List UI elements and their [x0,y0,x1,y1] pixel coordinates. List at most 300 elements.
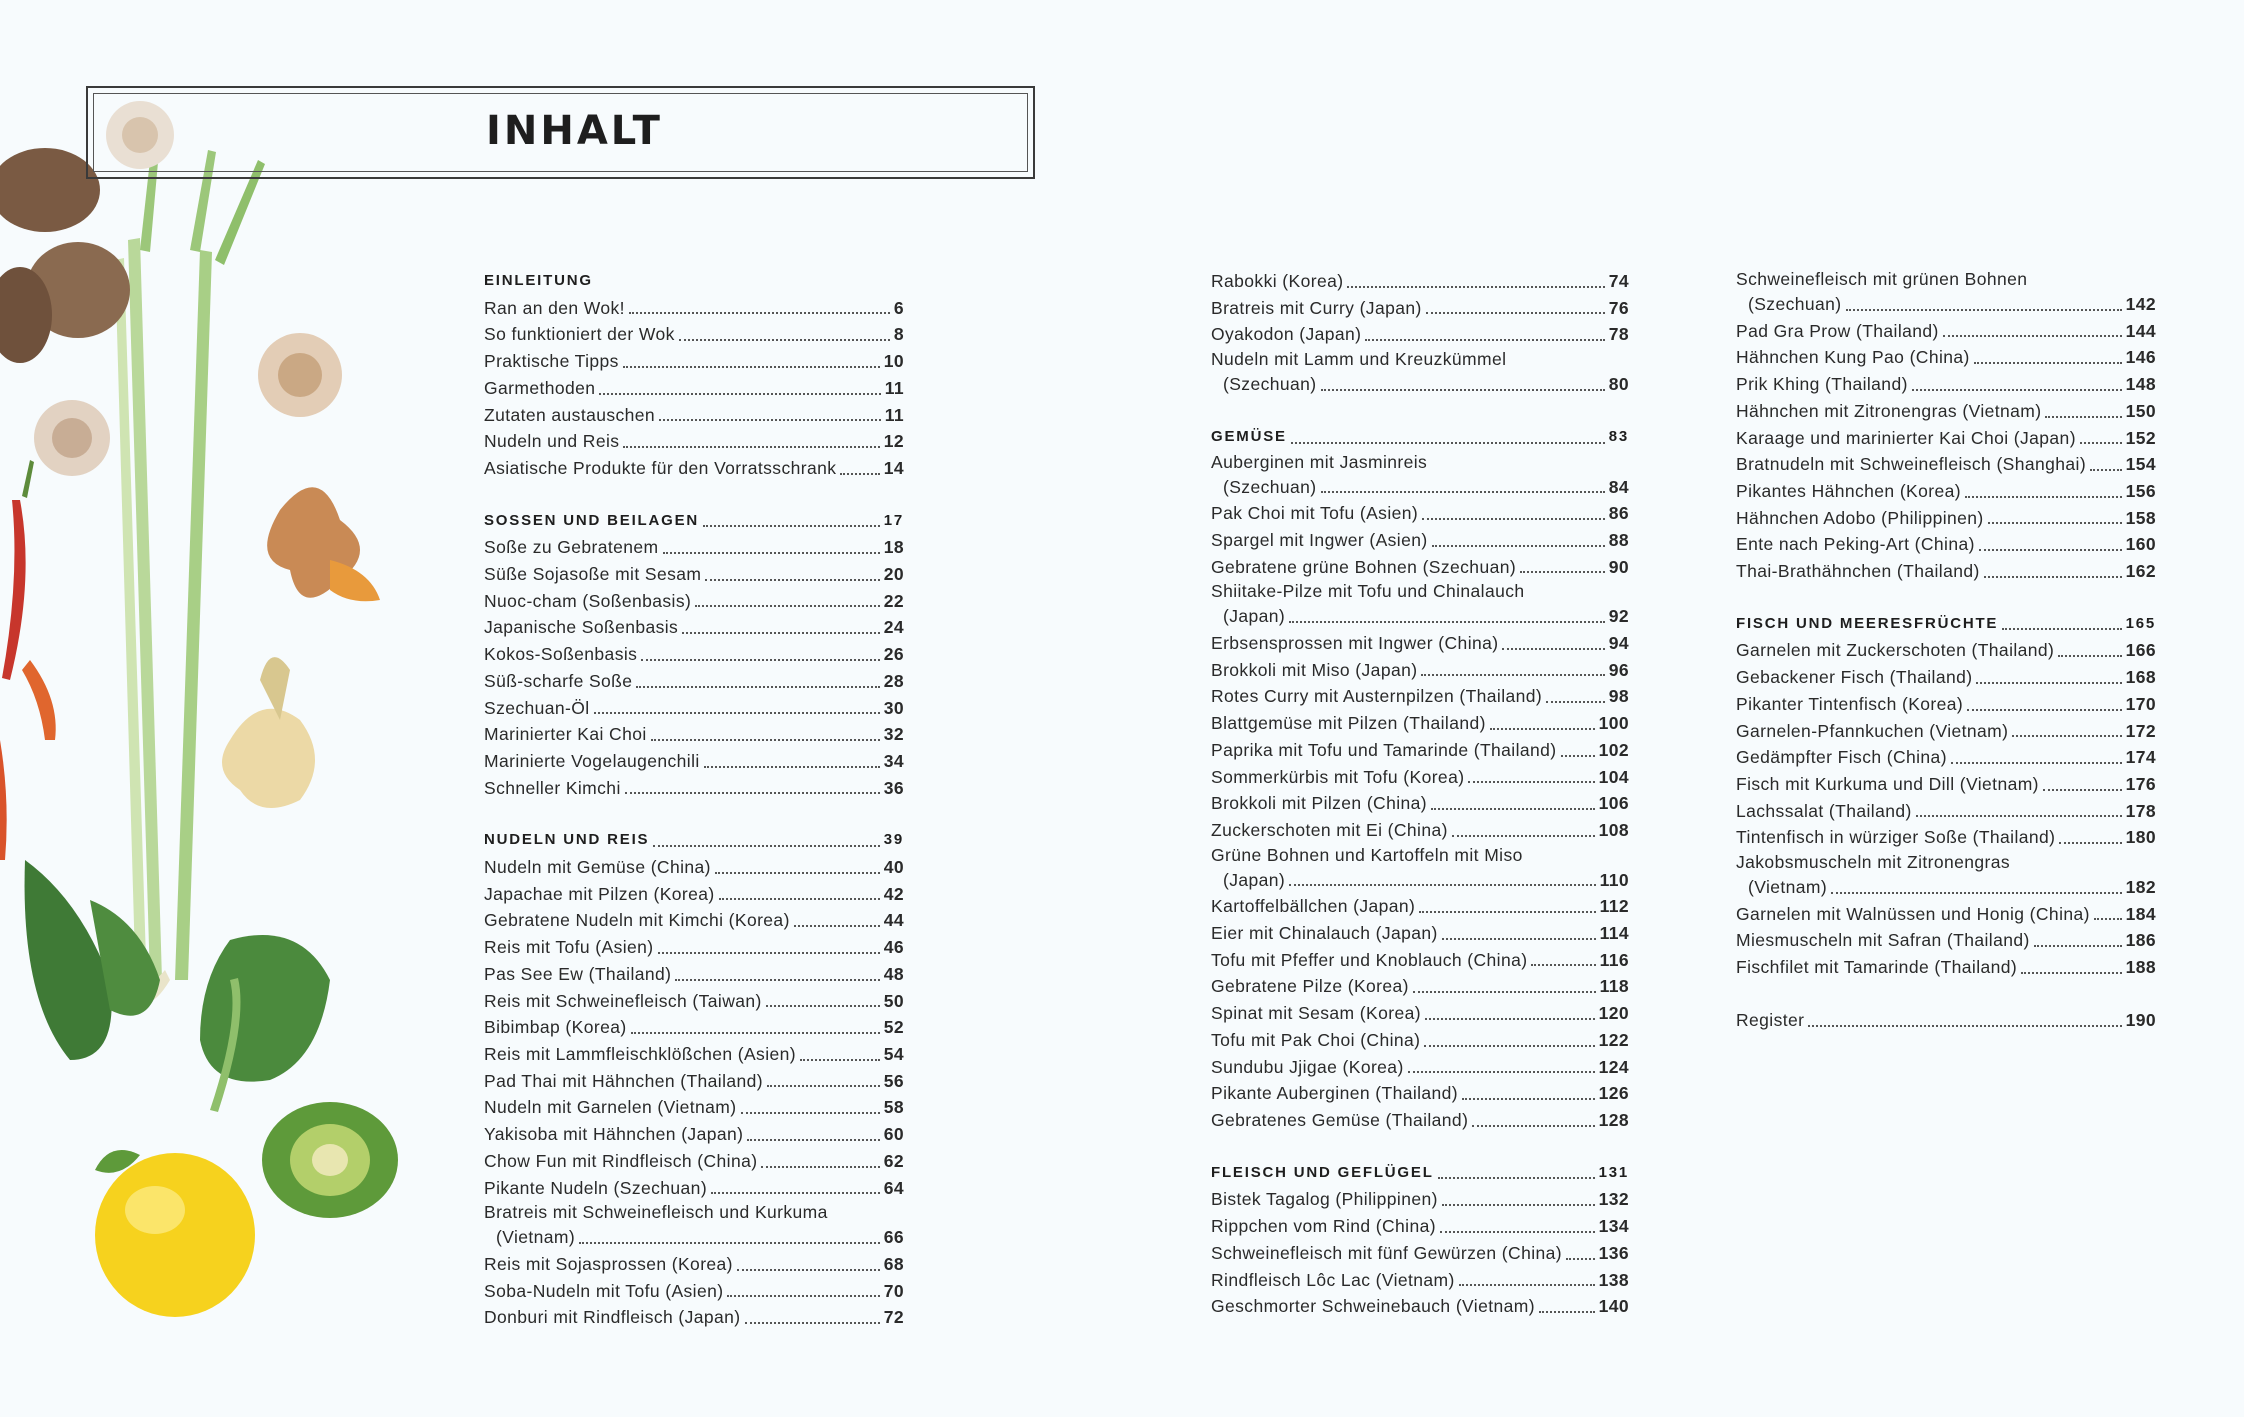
entry-title: Miesmuscheln mit Safran (Thailand) [1736,930,2030,951]
entry-continuation [484,1224,904,1251]
entry-title: Kartoffelbällchen (Japan) [1211,896,1416,917]
entry-page-number: 94 [1608,633,1629,654]
dot-leader [2058,655,2121,657]
dot-leader [727,1295,879,1297]
dot-leader [1442,1204,1595,1206]
entry-title: Marinierter Kai Choi [484,724,647,745]
toc-entry [1211,1240,1629,1267]
entry-title: Gedämpfter Fisch (China) [1736,747,1947,768]
entry-title: Sommerkürbis mit Tofu (Korea) [1211,766,1465,787]
dot-leader [1442,938,1596,940]
toc-entry [484,1304,904,1331]
toc-entry [484,988,904,1015]
entry-title: Praktische Tipps [484,351,619,372]
toc-section [1211,424,1629,1134]
dot-leader [1468,781,1594,783]
dot-leader [1979,549,2122,551]
dot-leader [695,605,880,607]
dot-leader [1440,1231,1595,1233]
dot-leader [1912,389,2122,391]
entry-title: Nudeln mit Garnelen (Vietnam) [484,1097,737,1118]
dot-leader [1531,964,1595,966]
section-heading [484,827,904,854]
entry-page-number: 136 [1598,1242,1629,1263]
toc-entry [1211,1027,1629,1054]
entry-page-number: 134 [1598,1216,1629,1237]
entry-page-number: 112 [1599,896,1629,917]
entry-page-number: 8 [893,324,904,345]
entry-title: Chow Fun mit Rindfleisch (China) [484,1150,758,1171]
toc-entry [1211,1213,1629,1240]
entry-page-number: 22 [883,590,904,611]
dot-leader [1546,701,1605,703]
section-heading [484,268,904,295]
dot-leader [741,1112,880,1114]
toc-entry [484,668,904,695]
toc-entry [1736,901,2156,928]
dot-leader [1408,1071,1595,1073]
entry-title: Reis mit Tofu (Asien) [484,937,654,958]
dot-leader [623,366,880,368]
dot-leader [1291,442,1605,444]
entry-page-number: 118 [1599,976,1629,997]
entry-page-number: 76 [1608,297,1629,318]
entry-title: Marinierte Vogelaugenchili [484,750,700,771]
dot-leader [1965,496,2122,498]
entry-title: Nudeln mit Lamm und Kreuzkümmel [1211,349,1507,370]
entry-title-continued: (Japan) [1223,606,1286,627]
toc-entry [1211,947,1629,974]
dot-leader [659,419,881,421]
toc-entry [1736,798,2156,825]
dot-leader [1984,576,2122,578]
entry-page-number: 84 [1608,476,1629,497]
dot-leader [2034,945,2122,947]
section-page-number: 165 [2125,614,2156,632]
dot-leader [1459,1284,1595,1286]
dot-leader [625,792,880,794]
entry-page-number: 6 [893,297,904,318]
toc-entry [1211,1054,1629,1081]
toc-entry [1736,664,2156,691]
entry-page-number: 140 [1598,1296,1629,1317]
section-heading-text: FISCH UND MEERESFRÜCHTE [1736,614,1999,632]
toc-entry [1211,683,1629,710]
entry-page-number: 28 [883,670,904,691]
entry-title: Bratreis mit Curry (Japan) [1211,297,1422,318]
toc-entry [484,1041,904,1068]
entry-title: Garmethoden [484,377,596,398]
entry-title: Garnelen mit Zuckerschoten (Thailand) [1736,640,2055,661]
entry-title: Oyakodon (Japan) [1211,324,1362,345]
entry-title-continued: (Szechuan) [1223,476,1317,497]
dot-leader [1425,1018,1595,1020]
toc-entry [1211,1267,1629,1294]
toc-entry [1736,851,2156,901]
entry-title: Hähnchen Kung Pao (China) [1736,347,1970,368]
entry-page-number: 184 [2125,903,2156,924]
section-heading-text: NUDELN UND REIS [484,831,650,849]
dot-leader [1976,682,2121,684]
entry-page-number: 138 [1598,1269,1629,1290]
toc-entry [1211,764,1629,791]
dot-leader [1426,312,1605,314]
entry-page-number: 48 [883,963,904,984]
section-heading-text: EINLEITUNG [484,272,593,289]
entry-page-number: 154 [2125,454,2156,475]
entry-title: Brokkoli mit Pilzen (China) [1211,793,1427,814]
toc-section [1211,268,1629,398]
entry-title: So funktioniert der Wok [484,324,675,345]
entry-title-continued: (Szechuan) [1223,374,1317,395]
entry-title: Auberginen mit Jasminreis [1211,451,1428,472]
entry-page-number: 74 [1608,271,1629,291]
dot-leader [2012,735,2121,737]
dot-leader [658,952,880,954]
entry-title: Karaage und marinierter Kai Choi (Japan) [1736,427,2076,448]
entry-title-continued: (Vietnam) [1748,877,1828,898]
food-illustration [0,100,420,1360]
entry-title: Gebratene Pilze (Korea) [1211,976,1409,997]
toc-entry [1736,344,2156,371]
entry-page-number: 40 [883,857,904,878]
dot-leader [1831,892,2121,894]
entry-page-number: 66 [883,1227,904,1248]
dot-leader [1421,674,1604,676]
entry-page-number: 188 [2125,957,2156,978]
entry-title: Tofu mit Pfeffer und Knoblauch (China) [1211,949,1528,970]
dot-leader [579,1242,880,1244]
dot-leader [675,979,879,981]
lime-leaf-icon [25,860,330,1112]
entry-title: Gebratenes Gemüse (Thailand) [1211,1109,1469,1130]
dot-leader [1951,762,2122,764]
toc-entry [1736,558,2156,585]
toc-section [1736,611,2156,981]
chili-icon [0,460,56,860]
dot-leader [1808,1025,2121,1027]
entry-page-number: 98 [1608,686,1629,707]
entry-page-number: 10 [883,351,904,372]
toc-entry [1736,927,2156,954]
entry-page-number: 46 [883,937,904,958]
entry-title: Thai-Brathähnchen (Thailand) [1736,561,1980,582]
entry-page-number: 120 [1598,1003,1629,1024]
toc-entry [1736,451,2156,478]
entry-page-number: 88 [1608,529,1629,550]
entry-title: Pikantes Hähnchen (Korea) [1736,480,1961,501]
dot-leader [1422,518,1605,520]
entry-page-number: 162 [2125,561,2156,582]
entry-title: Zutaten austauschen [484,404,656,425]
entry-page-number: 52 [883,1017,904,1038]
entry-title: Rabokki (Korea) [1211,271,1344,291]
entry-page-number: 104 [1598,766,1629,787]
toc-entry [1736,718,2156,745]
dot-leader [794,925,880,927]
toc-entry [484,881,904,908]
entry-title: Süße Sojasoße mit Sesam [484,564,702,585]
dot-leader [800,1059,880,1061]
entry-title: Fisch mit Kurkuma und Dill (Vietnam) [1736,773,2039,794]
toc-section [1211,1160,1629,1320]
entry-title: Paprika mit Tofu und Tamarinde (Thailand) [1211,739,1557,760]
toc-entry [1211,451,1629,501]
dot-leader [840,473,879,475]
entry-title: Pad Gra Prow (Thailand) [1736,320,1939,341]
entry-page-number: 116 [1599,949,1629,970]
entry-page-number: 20 [883,564,904,585]
lemon-icon [95,1150,255,1317]
toc-entry [1736,954,2156,981]
entry-page-number: 70 [883,1280,904,1301]
toc-entry [1211,580,1629,630]
toc-entry [1211,657,1629,684]
dot-leader [682,632,880,634]
toc-entry [1211,321,1629,348]
section-heading-text: SOSSEN UND BEILAGEN [484,511,700,529]
toc-entry [1211,710,1629,737]
entry-page-number: 60 [883,1124,904,1145]
entry-page-number: 122 [1598,1029,1629,1050]
toc-entry [484,1014,904,1041]
entry-title: Gebratene grüne Bohnen (Szechuan) [1211,556,1517,577]
dot-leader [747,1139,879,1141]
entry-page-number: 148 [2125,374,2156,395]
dot-leader [2059,842,2121,844]
entry-title: Ente nach Peking-Art (China) [1736,534,1975,555]
section-heading [1736,611,2156,638]
entry-title: Erbsensprossen mit Ingwer (China) [1211,633,1499,654]
entry-page-number: 32 [883,724,904,745]
entry-title: Pak Choi mit Tofu (Asien) [1211,503,1419,524]
dot-leader [1846,309,2122,311]
entry-page-number: 54 [883,1043,904,1064]
toc-entry [1736,268,2156,318]
entry-page-number: 50 [883,990,904,1011]
entry-title: Süß-scharfe Soße [484,670,633,691]
dot-leader [599,393,880,395]
entry-continuation [1211,371,1629,398]
toc-entry [1736,637,2156,664]
dot-leader [1988,522,2122,524]
entry-title: Pad Thai mit Hähnchen (Thailand) [484,1070,764,1091]
dot-leader [1452,835,1595,837]
dot-leader [2043,789,2122,791]
entry-title-continued: (Szechuan) [1748,294,1842,314]
entry-title: Tofu mit Pak Choi (China) [1211,1029,1421,1050]
entry-page-number: 152 [2125,427,2156,448]
entry-page-number: 166 [2125,640,2156,661]
entry-title: Schweinefleisch mit grünen Bohnen [1736,269,2028,289]
entry-title: Nuoc-cham (Soßenbasis) [484,590,692,611]
entry-title: Garnelen-Pfannkuchen (Vietnam) [1736,720,2009,741]
toc-entry [484,854,904,881]
dot-leader [1321,491,1605,493]
entry-page-number: 26 [883,644,904,665]
entry-title: Rippchen vom Rind (China) [1211,1216,1436,1237]
toc-entry [1211,554,1629,581]
toc-entry [484,1068,904,1095]
toc-entry [1736,478,2156,505]
dot-leader [629,312,890,314]
toc-entry [1211,920,1629,947]
entry-title: Brokkoli mit Miso (Japan) [1211,659,1418,680]
dot-leader [1502,648,1604,650]
toc-entry [1736,371,2156,398]
dot-leader [1566,1258,1595,1260]
toc-entry [484,1121,904,1148]
dot-leader [623,446,879,448]
dot-leader [745,1322,880,1324]
entry-title-continued: (Japan) [1223,869,1286,890]
section-page-number: 17 [883,511,904,529]
dot-leader [1472,1125,1594,1127]
toc-column-2 [1211,268,1629,1346]
entry-title: Eier mit Chinalauch (Japan) [1211,923,1438,944]
dot-leader [1974,362,2122,364]
entry-page-number: 14 [883,457,904,478]
entry-page-number: 24 [883,617,904,638]
toc-entry [1211,1000,1629,1027]
toc-entry [1211,790,1629,817]
entry-page-number: 150 [2125,400,2156,421]
entry-title: Sundubu Jjigae (Korea) [1211,1056,1404,1077]
entry-page-number: 12 [883,431,904,452]
toc-entry [484,748,904,775]
toc-entry [1211,817,1629,844]
dot-leader [719,898,880,900]
entry-page-number: 186 [2125,930,2156,951]
toc-entry [1211,1293,1629,1320]
entry-page-number: 144 [2125,320,2156,341]
entry-page-number: 124 [1598,1056,1629,1077]
dot-leader [594,712,880,714]
toc-column-3 [1736,268,2156,1060]
entry-page-number: 36 [883,777,904,798]
entry-title: Garnelen mit Walnüssen und Honig (China) [1736,903,2090,924]
entry-page-number: 44 [883,910,904,931]
toc-entry [484,934,904,961]
entry-page-number: 114 [1599,923,1629,944]
toc-entry [1211,844,1629,894]
entry-page-number: 62 [883,1150,904,1171]
toc-entry [484,1251,904,1278]
dot-leader [631,1032,880,1034]
entry-page-number: 100 [1598,713,1629,734]
toc-entry [1736,744,2156,771]
dot-leader [1347,286,1604,288]
entry-page-number: 128 [1598,1109,1629,1130]
dot-leader [761,1166,879,1168]
toc-entry [1211,527,1629,554]
dot-leader [1413,991,1596,993]
entry-continuation [1211,867,1629,894]
entry-title: Soße zu Gebratenem [484,537,659,558]
entry-title: Blattgemüse mit Pilzen (Thailand) [1211,713,1486,734]
entry-page-number: 106 [1598,793,1629,814]
entry-title: Hähnchen Adobo (Philippinen) [1736,507,1984,528]
toc-entry [484,588,904,615]
entry-title: Pikanter Tintenfisch (Korea) [1736,693,1964,714]
entry-title-continued: (Vietnam) [496,1227,576,1248]
dot-leader [1438,1177,1595,1179]
entry-title: Yakisoba mit Hähnchen (Japan) [484,1124,744,1145]
entry-title: Shiitake-Pilze mit Tofu und Chinalauch [1211,581,1525,602]
entry-title: Asiatische Produkte für den Vorratsschrank [484,457,837,478]
toc-entry [1736,824,2156,851]
entry-page-number: 108 [1598,819,1629,840]
entry-title: Zuckerschoten mit Ei (China) [1211,819,1448,840]
dot-leader [663,552,880,554]
entry-page-number: 176 [2125,773,2156,794]
toc-section [484,827,904,1331]
entry-page-number: 174 [2125,747,2156,768]
toc-entry [484,428,904,455]
dot-leader [737,1269,880,1271]
dot-leader [1289,884,1595,886]
entry-title: Bibimbap (Korea) [484,1017,627,1038]
dot-leader [703,525,880,527]
entry-title: Rotes Curry mit Austernpilzen (Thailand) [1211,686,1543,707]
entry-page-number: 80 [1608,374,1629,395]
toc-entry [484,321,904,348]
dot-leader [641,659,879,661]
toc-entry [1211,893,1629,920]
dot-leader [2090,469,2122,471]
entry-title: Gebratene Nudeln mit Kimchi (Korea) [484,910,790,931]
toc-column-1 [484,268,904,1357]
entry-page-number: 168 [2125,667,2156,688]
entry-title: Schweinefleisch mit fünf Gewürzen (China) [1211,1242,1562,1263]
toc-entry [484,455,904,482]
entry-page-number: 158 [2125,507,2156,528]
entry-page-number: 170 [2125,693,2156,714]
dot-leader [1916,815,2122,817]
entry-title: Nudeln und Reis [484,431,620,452]
page-title: INHALT [486,108,663,154]
entry-page-number: 102 [1598,739,1629,760]
toc-entry [484,614,904,641]
entry-page-number: 92 [1608,606,1629,627]
toc-section [1736,1007,2156,1034]
dot-leader [679,339,890,341]
toc-entry [1211,295,1629,322]
entry-page-number: 190 [2125,1009,2156,1030]
entry-title: Lachssalat (Thailand) [1736,800,1912,821]
entry-page-number: 180 [2125,827,2156,848]
dot-leader [2045,416,2121,418]
entry-title: Fischfilet mit Tamarinde (Thailand) [1736,957,2018,978]
toc-entry [1211,1080,1629,1107]
entry-page-number: 178 [2125,800,2156,821]
dot-leader [1321,389,1605,391]
section-heading [484,508,904,535]
squash-icon [262,1102,398,1218]
entry-title: Kokos-Soßenbasis [484,644,638,665]
dot-leader [1943,335,2122,337]
title-frame [86,86,1035,179]
toc-entry [484,534,904,561]
entry-page-number: 42 [883,883,904,904]
entry-title: Tintenfisch in würziger Soße (Thailand) [1736,827,2056,848]
entry-title: Reis mit Lammfleischklößchen (Asien) [484,1043,796,1064]
entry-title: Ran an den Wok! [484,297,625,318]
entry-title: Register [1736,1009,1805,1030]
toc-entry [484,1201,904,1251]
entry-page-number: 132 [1598,1189,1629,1210]
entry-title: Schneller Kimchi [484,777,621,798]
